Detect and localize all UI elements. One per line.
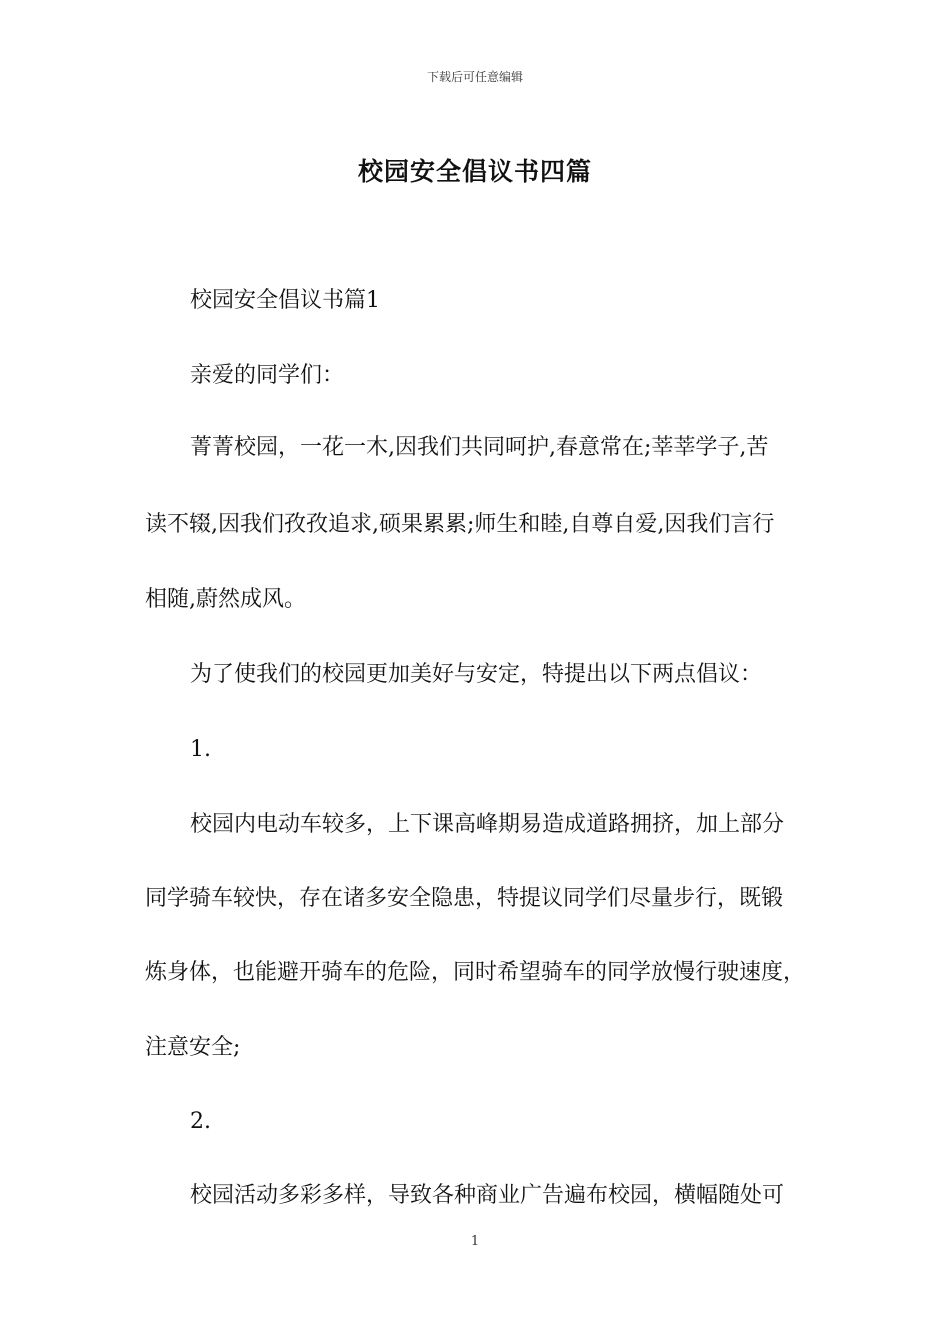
salutation: 亲爱的同学们： — [190, 363, 345, 388]
section-heading: 校园安全倡议书篇1 — [190, 288, 380, 313]
paragraph-line: 相随,蔚然成风。 — [145, 587, 306, 612]
paragraph-line: 读不辍,因我们孜孜追求,硕果累累;师生和睦,自尊自爱,因我们言行 — [145, 512, 775, 537]
paragraph-line: 为了使我们的校园更加美好与安定，特提出以下两点倡议： — [190, 662, 763, 687]
paragraph-line: 同学骑车较快，存在诸多安全隐患，特提议同学们尽量步行，既锻 — [145, 886, 784, 911]
paragraph-line: 校园活动多彩多样，导致各种商业广告遍布校园，横幅随处可 — [190, 1183, 785, 1208]
paragraph-line: 菁菁校园，一花一木,因我们共同呵护,春意常在;莘莘学子,苦 — [190, 435, 769, 460]
page-number: 1 — [470, 1234, 480, 1249]
paragraph-line: 校园内电动车较多，上下课高峰期易造成道路拥挤，加上部分 — [190, 812, 785, 837]
document-title: 校园安全倡议书四篇 — [357, 157, 592, 186]
list-number: 2. — [190, 1109, 211, 1134]
paragraph-line: 注意安全; — [145, 1035, 241, 1060]
header-note: 下载后可任意编辑 — [426, 70, 523, 84]
paragraph-line: 炼身体，也能避开骑车的危险，同时希望骑车的同学放慢行驶速度， — [145, 960, 806, 985]
list-number: 1. — [190, 737, 211, 762]
